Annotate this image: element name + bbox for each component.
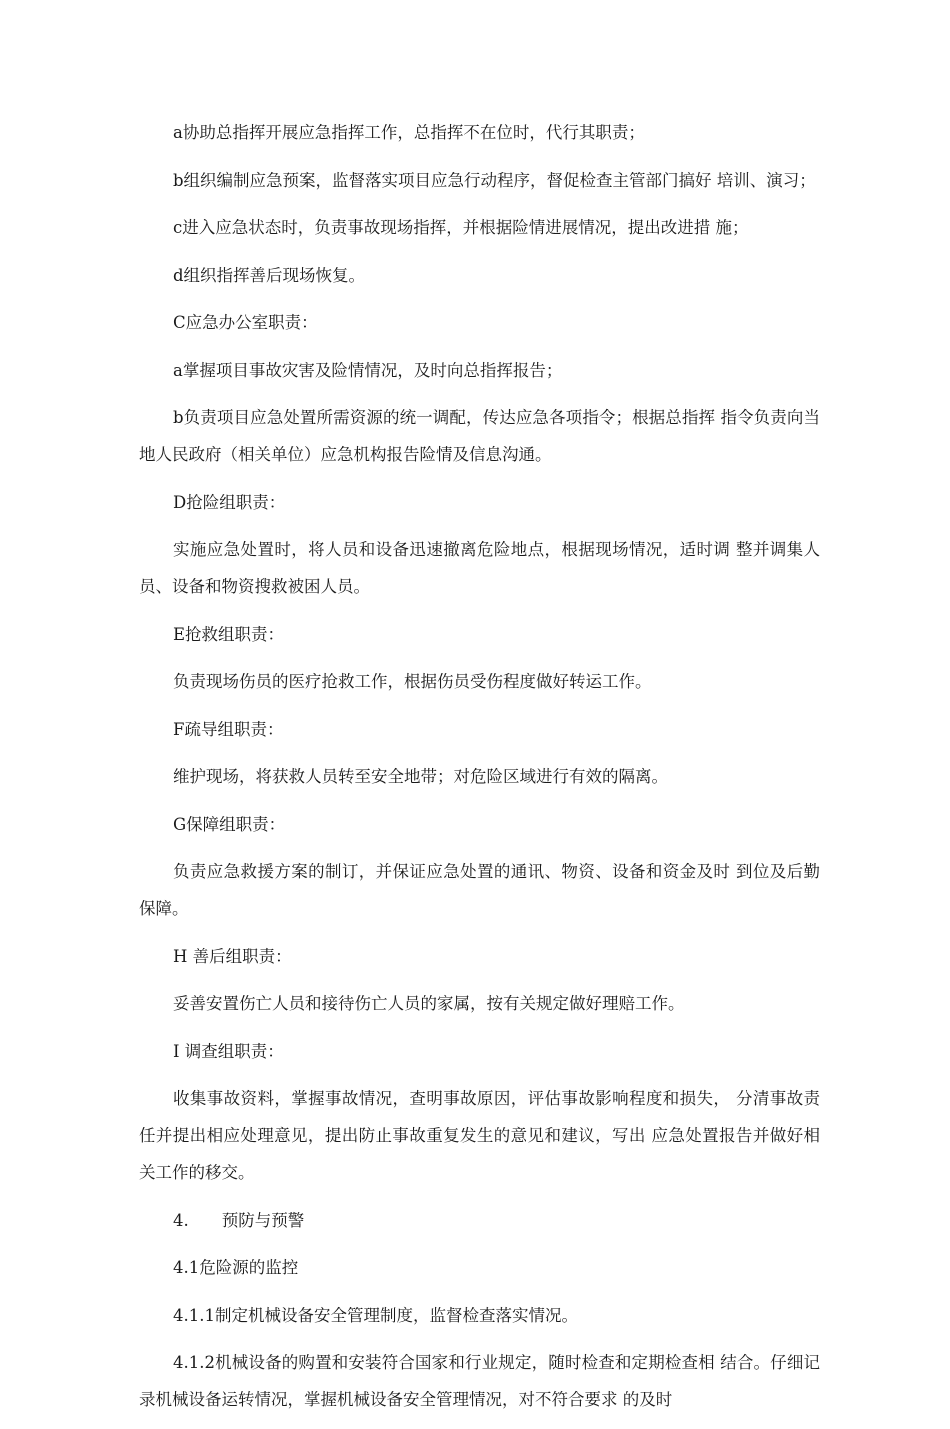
paragraph: b负责项目应急处置所需资源的统一调配，传达应急各项指令；根据总指挥 指令负责向当地人民政府（相关单位）应急机构报告险情及信息沟通。	[139, 408, 820, 464]
subsection-heading: 4.1危险源的监控	[173, 1258, 299, 1277]
paragraph: d组织指挥善后现场恢复。	[173, 265, 366, 285]
paragraph: b组织编制应急预案，监督落实项目应急行动程序，督促检查主管部门搞好 培训、演习；	[173, 170, 816, 190]
paragraph: a协助总指挥开展应急指挥工作，总指挥不在位时，代行其职责；	[173, 123, 645, 142]
section-heading: D抢险组职责：	[173, 492, 286, 512]
section-heading: E抢救组职责：	[173, 624, 285, 644]
paragraph: 负责应急救援方案的制订，并保证应急处置的通讯、物资、设备和资金及时 到位及后勤保障。	[139, 862, 820, 918]
paragraph: 4.1.2机械设备的购置和安装符合国家和行业规定，随时检查和定期检查相 结合。仔细记录机械设备运转情况，掌握机械设备安全管理情况，对不符合要求 的及时	[139, 1353, 820, 1409]
paragraph: 4.1.1制定机械设备安全管理制度，监督检查落实情况。	[173, 1305, 578, 1325]
paragraph: c进入应急状态时，负责事故现场指挥，并根据险情进展情况，提出改进措 施；	[173, 218, 749, 237]
paragraph: 收集事故资料，掌握事故情况，查明事故原因，评估事故影响程度和损失， 分清事故责任并提出相应处理意见，提出防止事故重复发生的意见和建议，写出 应急处置报告并做好相关工作的移交。	[139, 1089, 820, 1182]
section-heading: I 调查组职责：	[173, 1041, 284, 1061]
paragraph: a掌握项目事故灾害及险情情况，及时向总指挥报告；	[173, 360, 563, 380]
paragraph: 负责现场伤员的医疗抢救工作，根据伤员受伤程度做好转运工作。	[173, 672, 652, 691]
section-heading: 4. 预防与预警	[173, 1210, 305, 1230]
paragraph: 妥善安置伤亡人员和接待伤亡人员的家属，按有关规定做好理赔工作。	[173, 994, 685, 1013]
section-heading: G保障组职责：	[173, 814, 286, 834]
paragraph: 实施应急处置时，将人员和设备迅速撤离危险地点，根据现场情况，适时调 整并调集人员、设备和物资搜救被困人员。	[139, 540, 820, 596]
section-heading: F疏导组职责：	[173, 719, 284, 739]
document-body	[139, 114, 820, 1429]
section-heading: C应急办公室职责：	[173, 313, 318, 332]
paragraph: 维护现场，将获救人员转至安全地带；对危险区域进行有效的隔离。	[173, 767, 668, 786]
section-heading: H 善后组职责：	[173, 946, 292, 966]
